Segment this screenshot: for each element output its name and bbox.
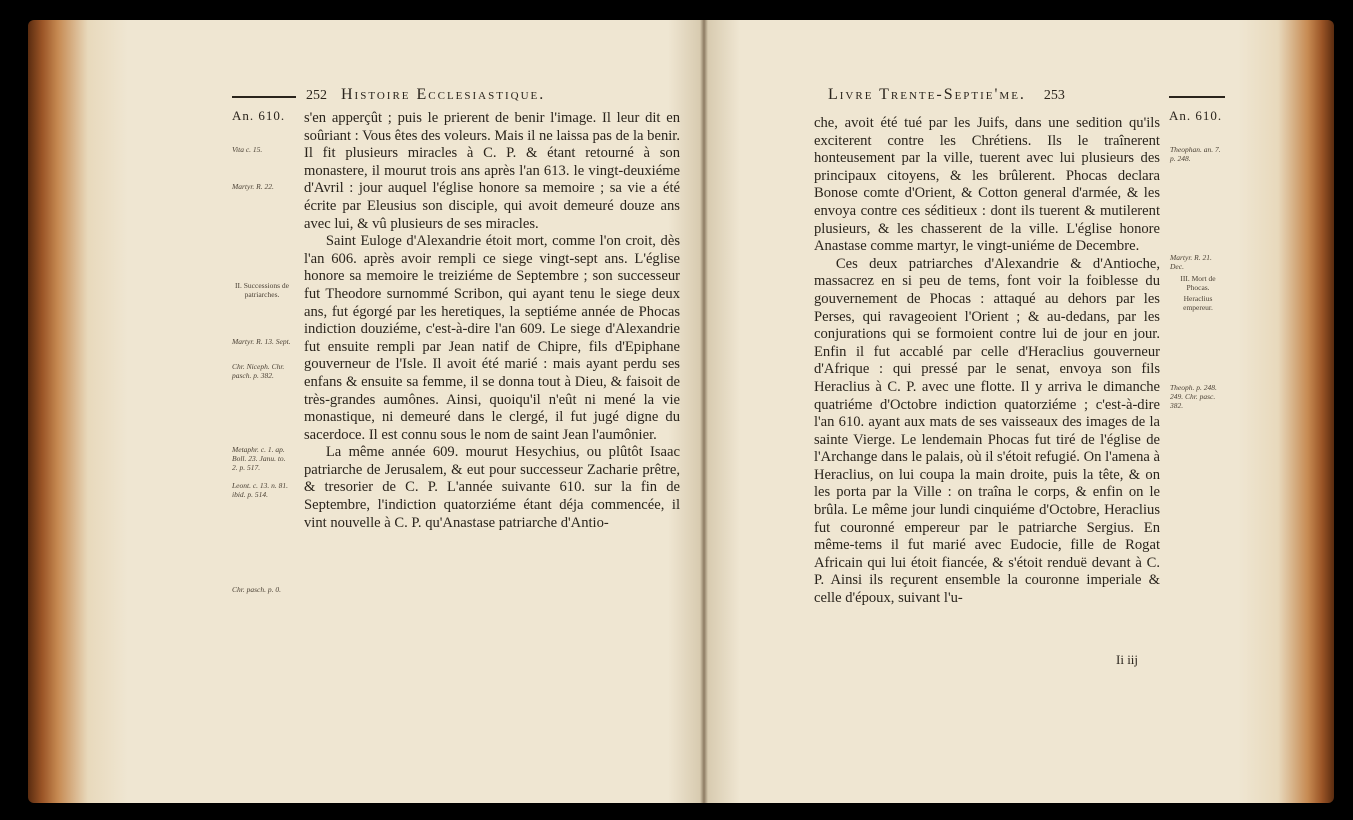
right-year: An. 610. xyxy=(1169,108,1223,123)
margin-note: Chr. pasch. p. 0. xyxy=(232,585,281,594)
left-running-head xyxy=(306,86,545,104)
left-year: An. 610. xyxy=(232,108,286,123)
paragraph: Ces deux patriarches d'Alexandrie & d'Antioche, massacrez en si peu de tems, font voir la foiblesse du gouvernement de Phocas : attaqué au dehors par les Perses, qui ravageoient l'Orient ; & au-dedans, par les conjurations qui se formoient contre lui de jour en jour. Enfin il fut accablé par celle d'Heraclius gouverneur d'Afrique : qui pressé par le senat, envoya son fils Heraclius à C. P. avec une flotte. Il y arriva le dimanche quatriéme d'Octobre indiction quatorziéme ; c'est-à-dire l'an 610. ayant aux mats de ses vaisseaux des images de la sainte Vierge. Le lendemain Phocas fut tiré de l'église de l'Archange dans le palais, où il s'étoit refugié. On l'amena à Heraclius, on lui coupa la main droite, puis la tête, & on les porta par la Ville : on traîna le corps, & enfin on le brûla. Le même jour lundi cinquiéme d'Octobre, Heraclius fut couronné empereur par le patriarche Sergius. En même-tems il fut marié avec Eudocie, fille de Rogat Africain qui lui étoit fiancée, & s'étoit renduë devant à C. P. Ainsi ils reçurent ensemble la couronne imperiale & celle d'époux, suivant l'u- xyxy=(814,255,1160,607)
margin-note: Vita c. 15. xyxy=(232,145,263,154)
margin-note: Heraclius empereur. xyxy=(1183,294,1213,312)
margin-note: Theoph. p. 248. 249. Chr. pasc. 382. xyxy=(1170,383,1217,410)
right-running-head xyxy=(820,86,1065,104)
right-page xyxy=(704,20,1334,803)
margin-note: Metaphr. c. 1. ap. Boll. 23. Janu. to. 2. p. 517. xyxy=(232,445,286,472)
header-rule-left xyxy=(232,96,296,98)
right-page-number: 253 xyxy=(1043,88,1065,103)
paragraph: Saint Euloge d'Alexandrie étoit mort, comme l'on croit, dès l'an 606. après avoir rempli ce siege vingt-sept ans. L'église honore sa memoire le treiziéme de Septembre ; son successeur fut Theodore surnommé Scribon, qui ayant tenu le siege deux ans, fut égorgé par les heretiques, la septiéme année de Phocas indiction douziéme, c'est-à-dire l'an 609. Le siege d'Alexandrie fut ensuite rempli par Jean natif de Chipre, fils d'Epiphane gouverneur de l'Isle. Il avoit été marié : mais ayant perdu ses enfans & ensuite sa femme, il se donna tout à Dieu, & faisoit de très-grandes aumônes. Ainsi, quoiqu'il n'eût ni mené la vie monastique, ni demeuré dans le clergé, il fut jugé digne du sacerdoce. Il est connu sous le nom de saint Jean l'aumônier. xyxy=(304,233,680,443)
left-page-number: 252 xyxy=(306,88,327,103)
right-body-text xyxy=(814,115,1160,608)
paragraph: La même année 609. mourut Hesychius, ou plûtôt Isaac patriarche de Jerusalem, & eut pour successeur Zacharie prêtre, & tresorier de C. P. L'année suivante 610. sur la fin de Septembre, l'indiction quatorziéme étant déja commencée, il vint nouvelle à C. P. qu'Anastase patriarche d'Antio- xyxy=(304,444,680,531)
margin-note: Chr. Niceph. Chr. pasch. p. 382. xyxy=(232,362,285,380)
margin-note: II. Successions de patriarches. xyxy=(235,281,289,299)
left-body-text xyxy=(304,110,680,532)
margin-note: Theophan. an. 7. p. 248. xyxy=(1170,145,1221,163)
margin-note: Martyr. R. 21. Dec. xyxy=(1170,253,1212,271)
margin-note: Leont. c. 13. n. 81. ibid. p. 514. xyxy=(232,481,289,499)
paragraph: s'en apperçût ; puis le prierent de benir l'image. Il leur dit en soûriant : Vous êtes des voleurs. Mais il ne laissa pas de la benir. Il fit plusieurs miracles à C. P. & étant retourné à son monastere, il mourut trois ans après l'an 613. le vingt-deuxiéme d'Avril : jour auquel l'église honore sa memoire ; sa vie a été écrite par Eleusius son disciple, qui avoit demeuré douze ans avec lui, & vû plusieurs de ses miracles. xyxy=(304,110,681,232)
margin-note: Martyr. R. 22. xyxy=(232,182,274,191)
margin-note: Martyr. R. 13. Sept. xyxy=(232,337,291,346)
left-page xyxy=(28,20,704,803)
margin-note: III. Mort de Phocas. xyxy=(1180,274,1216,292)
paragraph: che, avoit été tué par les Juifs, dans une sedition qu'ils exciterent contre les Chrétiens. Ils le traînerent honteusement par la ville, tuerent avec lui plusieurs des principaux citoyens, & les brûlerent. Phocas declara Bonose comte d'Orient, & Cotton general d'armée, & les envoya contre ces séditieux : dont ils tuerent & mutilerent plusieurs, & les chasserent de la ville. L'église honore Anastase comme martyr, le vingt-uniéme de Decembre. xyxy=(814,115,1160,255)
header-rule-right xyxy=(1169,96,1225,98)
signature-mark: Ii iij xyxy=(1116,652,1139,667)
left-header-title: Histoire Ecclesiastique. xyxy=(341,86,546,103)
open-book xyxy=(28,20,1334,803)
right-header-title: Livre Trente-Septie'me. xyxy=(828,86,1026,103)
